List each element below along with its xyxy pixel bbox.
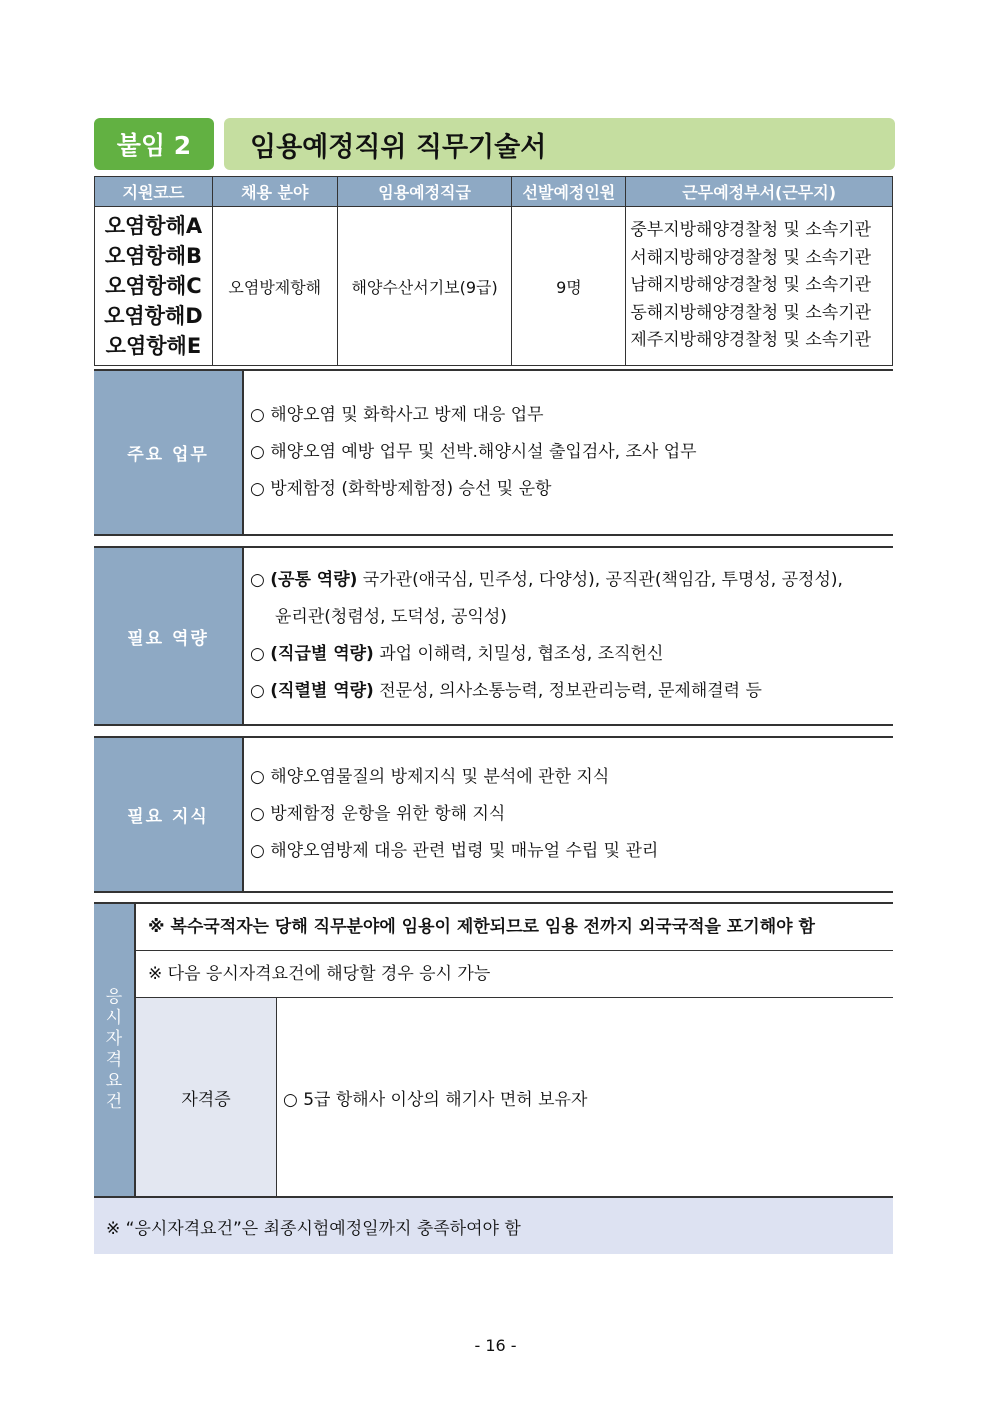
department-item: 동해지방해양경찰청 및 소속기관 — [630, 302, 872, 323]
bullet: ○ — [250, 570, 271, 590]
eligibility-label — [94, 904, 136, 1196]
headcount-cell: 9명 — [512, 207, 626, 366]
department-item: 제주지방해양경찰청 및 소속기관 — [630, 330, 872, 351]
position-table-row — [95, 207, 893, 366]
knowledge-label: 필요 지식 — [94, 738, 244, 891]
competency-grade-text: 과업 이해력, 치밀성, 협조성, 조직헌신 — [373, 644, 664, 664]
competencies-body — [244, 548, 893, 724]
header-field: 채용 분야 — [212, 177, 337, 207]
header-code: 지원코드 — [95, 177, 213, 207]
duty-item: ○ 해양오염 및 화학사고 방제 대응 업무 — [250, 405, 544, 425]
position-table-header-row — [95, 177, 893, 207]
header-department: 근무예정부서(근무지) — [626, 177, 893, 207]
header-grade: 임용예정직급 — [337, 177, 512, 207]
competency-series-title: (직렬별 역량) — [270, 681, 374, 701]
certificate-value: ○ 5급 항해사 이상의 해기사 면허 보유자 — [283, 1089, 588, 1110]
competency-grade — [250, 636, 893, 673]
duty-item: ○ 해양오염 예방 업무 및 선박.해양시설 출입검사, 조사 업무 — [250, 442, 697, 462]
main-duties-body — [244, 371, 893, 534]
duty-item: ○ 방제함정 (화학방제함정) 승선 및 운항 — [250, 479, 552, 499]
competency-common-title: (공통 역량) — [270, 570, 358, 590]
eligibility-label-char: 응 — [105, 987, 123, 1007]
knowledge-section — [94, 736, 893, 893]
attachment-badge: 붙임 2 — [94, 118, 214, 170]
code-item: 오염항해B — [104, 244, 202, 268]
knowledge-body — [244, 738, 893, 891]
department-item: 중부지방해양경찰청 및 소속기관 — [630, 220, 872, 241]
page-title: 임용예정직위 직무기술서 — [224, 118, 895, 170]
eligibility-label-char: 요 — [105, 1071, 123, 1091]
eligibility-label-char: 시 — [105, 1008, 123, 1028]
eligibility-label-char: 건 — [105, 1092, 123, 1112]
competency-common-text: 국가관(애국심, 민주성, 다양성), 공직관(책임감, 투명성, 공정성), — [357, 570, 843, 590]
bullet: ○ — [250, 681, 271, 701]
code-item: 오염항해D — [104, 304, 203, 328]
header-headcount: 선발예정인원 — [512, 177, 626, 207]
dual-nationality-note: ※ 복수국적자는 당해 직무분야에 임용이 제한되므로 임용 전까지 외국국적을 포기해야 함 — [136, 904, 893, 951]
department-cell — [626, 207, 893, 366]
knowledge-item: ○ 방제함정 운항을 위한 항해 지식 — [250, 804, 506, 824]
competency-grade-title: (직급별 역량) — [270, 644, 374, 664]
competencies-label: 필요 역량 — [94, 548, 244, 724]
code-item: 오염항해E — [105, 334, 202, 358]
eligibility-section — [94, 902, 893, 1198]
field-cell: 오염방제항해 — [212, 207, 337, 366]
knowledge-item: ○ 해양오염방제 대응 관련 법령 및 매뉴얼 수립 및 관리 — [250, 841, 659, 861]
code-cell — [95, 207, 213, 366]
grade-cell: 해양수산서기보(9급) — [337, 207, 512, 366]
bullet: ○ — [250, 644, 271, 664]
certificate-label: 자격증 — [136, 998, 277, 1196]
eligibility-label-char: 격 — [105, 1050, 123, 1070]
eligibility-main — [136, 904, 893, 1196]
footnote: ※ “응시자격요건”은 최종시험예정일까지 충족하여야 함 — [94, 1198, 893, 1254]
eligibility-note: ※ 다음 응시자격요건에 해당할 경우 응시 가능 — [136, 951, 893, 998]
position-table — [94, 176, 893, 366]
knowledge-item: ○ 해양오염물질의 방제지식 및 분석에 관한 지식 — [250, 767, 610, 787]
certificate-row — [136, 998, 893, 1196]
competency-common-cont: 윤리관(청렴성, 도덕성, 공익성) — [275, 607, 507, 627]
page-number: - 16 - — [474, 1336, 517, 1355]
code-item: 오염항해C — [105, 274, 202, 298]
competency-series — [250, 673, 893, 710]
main-duties-section — [94, 369, 893, 536]
main-duties-label: 주요 업무 — [94, 371, 244, 534]
competency-common — [250, 562, 893, 599]
eligibility-label-char: 자 — [105, 1029, 123, 1049]
competencies-section — [94, 546, 893, 726]
competency-series-text: 전문성, 의사소통능력, 정보관리능력, 문제해결력 등 — [373, 681, 762, 701]
department-item: 남해지방해양경찰청 및 소속기관 — [630, 275, 872, 296]
department-item: 서해지방해양경찰청 및 소속기관 — [630, 247, 872, 268]
code-item: 오염항해A — [104, 214, 203, 238]
